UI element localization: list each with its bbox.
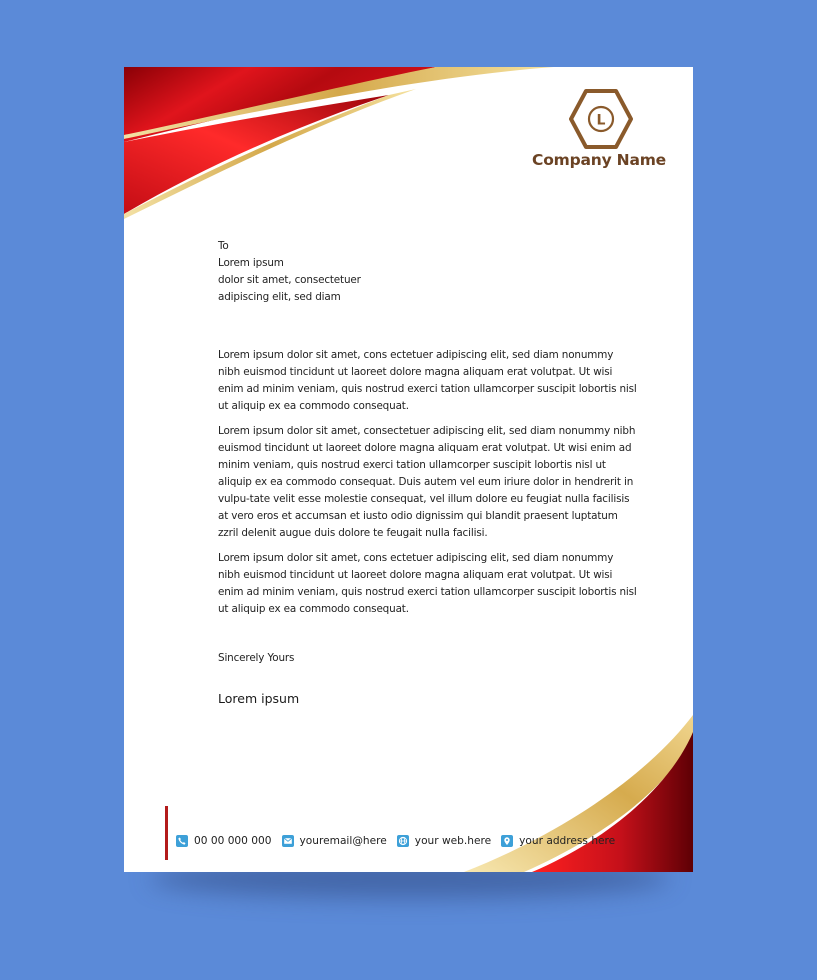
body-paragraph: Lorem ipsum dolor sit amet, cons ectetuer adipiscing elit, sed diam nonummy nibh euismod tincidunt ut laoreet dolore magna aliquam erat volutpat. Ut wisi enim ad minim veniam, quis nostrud exerci tation ullamcorper suscipit lobortis nisl ut aliquip ex ea commodo consequat.	[218, 349, 637, 412]
recipient-line: Lorem ipsum	[218, 257, 284, 269]
contact-footer	[176, 833, 625, 849]
address-text: your address here	[519, 835, 616, 847]
recipient-address	[218, 238, 361, 306]
globe-icon	[397, 835, 409, 847]
recipient-line: adipiscing elit, sed diam	[218, 291, 341, 303]
location-pin-icon	[501, 835, 513, 847]
company-logo-icon	[568, 88, 634, 150]
email-text: youremail@here	[299, 835, 387, 847]
phone-icon	[176, 835, 188, 847]
mail-icon	[282, 835, 294, 847]
company-name: Company Name	[532, 151, 666, 169]
contact-address	[501, 835, 615, 847]
letter-body	[218, 347, 638, 626]
recipient-line: dolor sit amet, consectetuer	[218, 274, 361, 286]
closing-salutation: Sincerely Yours	[218, 652, 295, 664]
recipient-line: To	[218, 240, 229, 252]
contact-phone	[176, 835, 272, 847]
web-text: your web.here	[414, 835, 492, 847]
phone-text: 00 00 000 000	[194, 835, 272, 847]
body-paragraph: Lorem ipsum dolor sit amet, consectetuer adipiscing elit, sed diam nonummy nibh euismod tincidunt ut laoreet dolore magna aliquam erat volutpat. Ut wisi enim ad minim veniam, quis nostrud exerci tation ullamcorper suscipit lobortis nisl ut aliquip ex ea commodo consequat. Duis autem vel eum iriure dolor in hendrerit in vulpu-tate velit esse molestie consequat, vel illum dolore eu feugiat nulla facilisis at vero eros et accumsan et iusto odio dignissim qui blandit praesent luptatum zzril delenit augue duis dolore te feugait nulla facilisi.	[218, 425, 636, 539]
signature-name: Lorem ipsum	[218, 691, 300, 706]
logo-letter: L	[596, 112, 606, 129]
footer-accent-bar	[165, 806, 168, 860]
body-paragraph: Lorem ipsum dolor sit amet, cons ectetuer adipiscing elit, sed diam nonummy nibh euismod tincidunt ut laoreet dolore magna aliquam erat volutpat. Ut wisi enim ad minim veniam, quis nostrud exerci tation ullamcorper suscipit lobortis nisl ut aliquip ex ea commodo consequat.	[218, 552, 637, 615]
contact-web	[397, 835, 491, 847]
contact-email	[282, 835, 387, 847]
letterhead-page	[124, 67, 693, 872]
